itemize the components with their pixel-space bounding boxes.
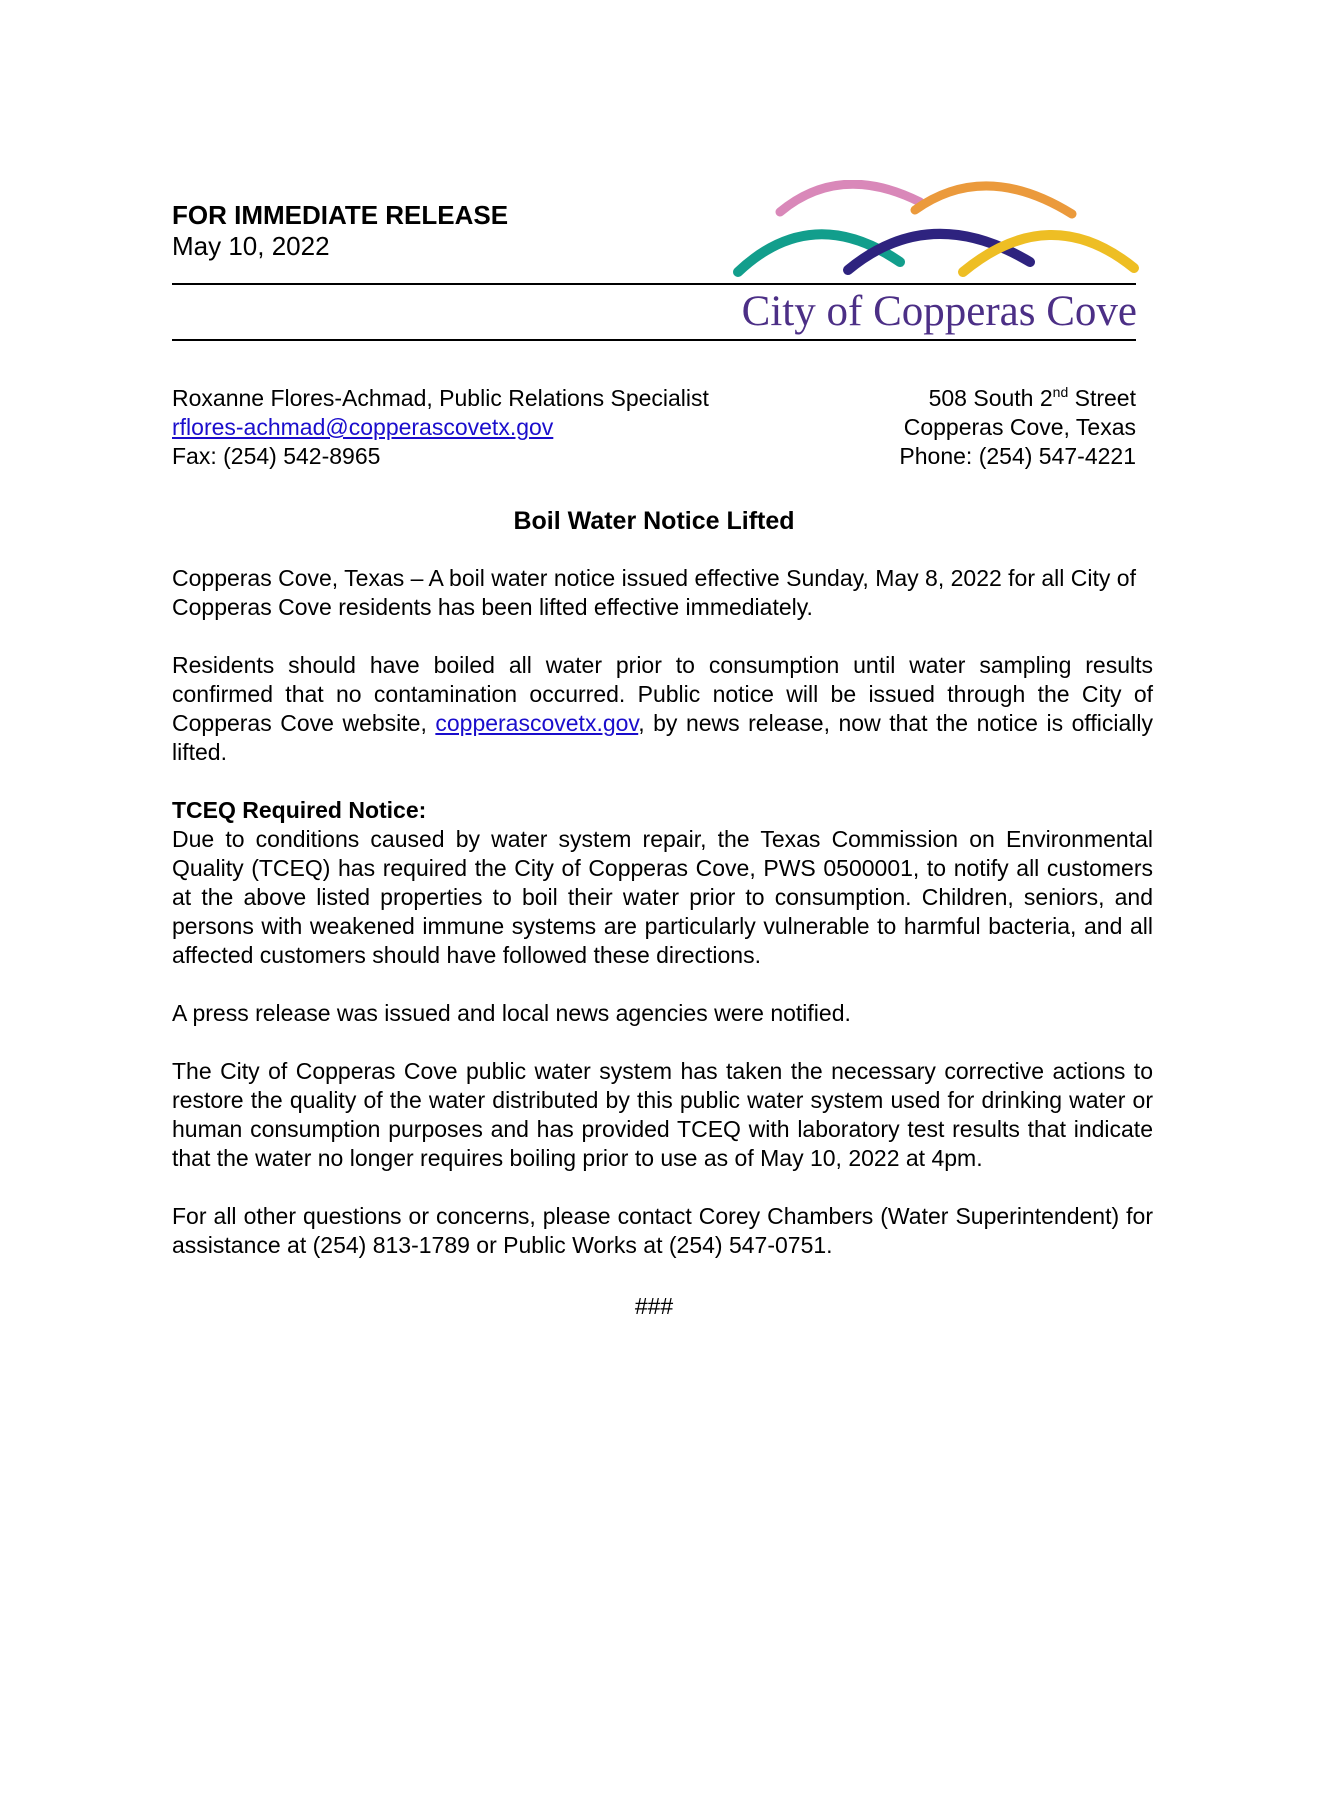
release-header bbox=[172, 200, 508, 262]
contact-name-title: Roxanne Flores-Achmad, Public Relations Specialist bbox=[172, 385, 709, 411]
release-body bbox=[172, 564, 1153, 1289]
header-divider-bottom bbox=[172, 339, 1136, 341]
contact-email-link[interactable]: rflores-achmad@copperascovetx.gov bbox=[172, 414, 554, 440]
logo-arc-pink bbox=[780, 184, 920, 212]
paragraph-corrective-actions: The City of Copperas Cove public water system has taken the necessary corrective actions to restore the quality of the water distributed by this public water system used for drinking water or human consumption purposes and has provided TCEQ with laboratory test results that indicate that the water no longer requires boiling prior to use as of May 10, 2022 at 4pm. bbox=[172, 1058, 1153, 1171]
paragraph-residents-text-start: Residents should have boiled all water prior to consumption until water sampling results confirmed that no contamination occurred. Public notice will be issued through the City of Copperas Cove website, bbox=[172, 652, 1153, 736]
contact-city-state: Copperas Cove, Texas bbox=[903, 414, 1136, 440]
contact-person-block bbox=[172, 384, 709, 471]
paragraph-contact: For all other questions or concerns, please contact Corey Chambers (Water Superintendent) for assistance at (254) 813-1789 or Public Works at (254) 547-0751. bbox=[172, 1203, 1153, 1258]
street-name: Street bbox=[1068, 385, 1136, 411]
contact-phone: Phone: (254) 547-4221 bbox=[899, 443, 1136, 469]
paragraph-residents-text-end: , by news release, now that the notice is officially lifted. bbox=[172, 710, 1153, 765]
paragraph-residents bbox=[172, 651, 1153, 767]
contact-address-block bbox=[760, 384, 1136, 471]
logo-arc-orange bbox=[915, 186, 1072, 214]
street-number: 508 South 2 bbox=[928, 385, 1053, 411]
logo-wordmark: City of Copperas Cove bbox=[741, 288, 1137, 335]
paragraph-tceq-notice: Due to conditions caused by water system repair, the Texas Commission on Environmental Quality (TCEQ) has required the City of Copperas Cove, PWS 0500001, to notify all customers at the above listed properties to boil their water prior to consumption. Children, seniors, and persons with weakened immune systems are particularly vulnerable to harmful bacteria, and all affected customers should have followed these directions. bbox=[172, 826, 1153, 968]
website-link[interactable]: copperascovetx.gov bbox=[435, 710, 639, 736]
end-mark: ### bbox=[634, 1293, 674, 1319]
contact-fax: Fax: (254) 542-8965 bbox=[172, 443, 381, 469]
contact-street bbox=[760, 384, 1136, 413]
street-suffix: nd bbox=[1052, 384, 1069, 400]
city-logo-arcs-icon bbox=[730, 180, 1140, 280]
tceq-heading: TCEQ Required Notice: bbox=[172, 797, 427, 823]
release-date: May 10, 2022 bbox=[172, 231, 330, 261]
release-label: FOR IMMEDIATE RELEASE bbox=[172, 200, 509, 230]
paragraph-press: A press release was issued and local news agencies were notified. bbox=[172, 1000, 851, 1026]
paragraph-intro: Copperas Cove, Texas – A boil water notice issued effective Sunday, May 8, 2022 for all City of Copperas Cove residents has been lifted effective immediately. bbox=[172, 565, 1136, 620]
headline: Boil Water Notice Lifted bbox=[513, 507, 795, 535]
header-divider-top bbox=[172, 283, 1136, 285]
